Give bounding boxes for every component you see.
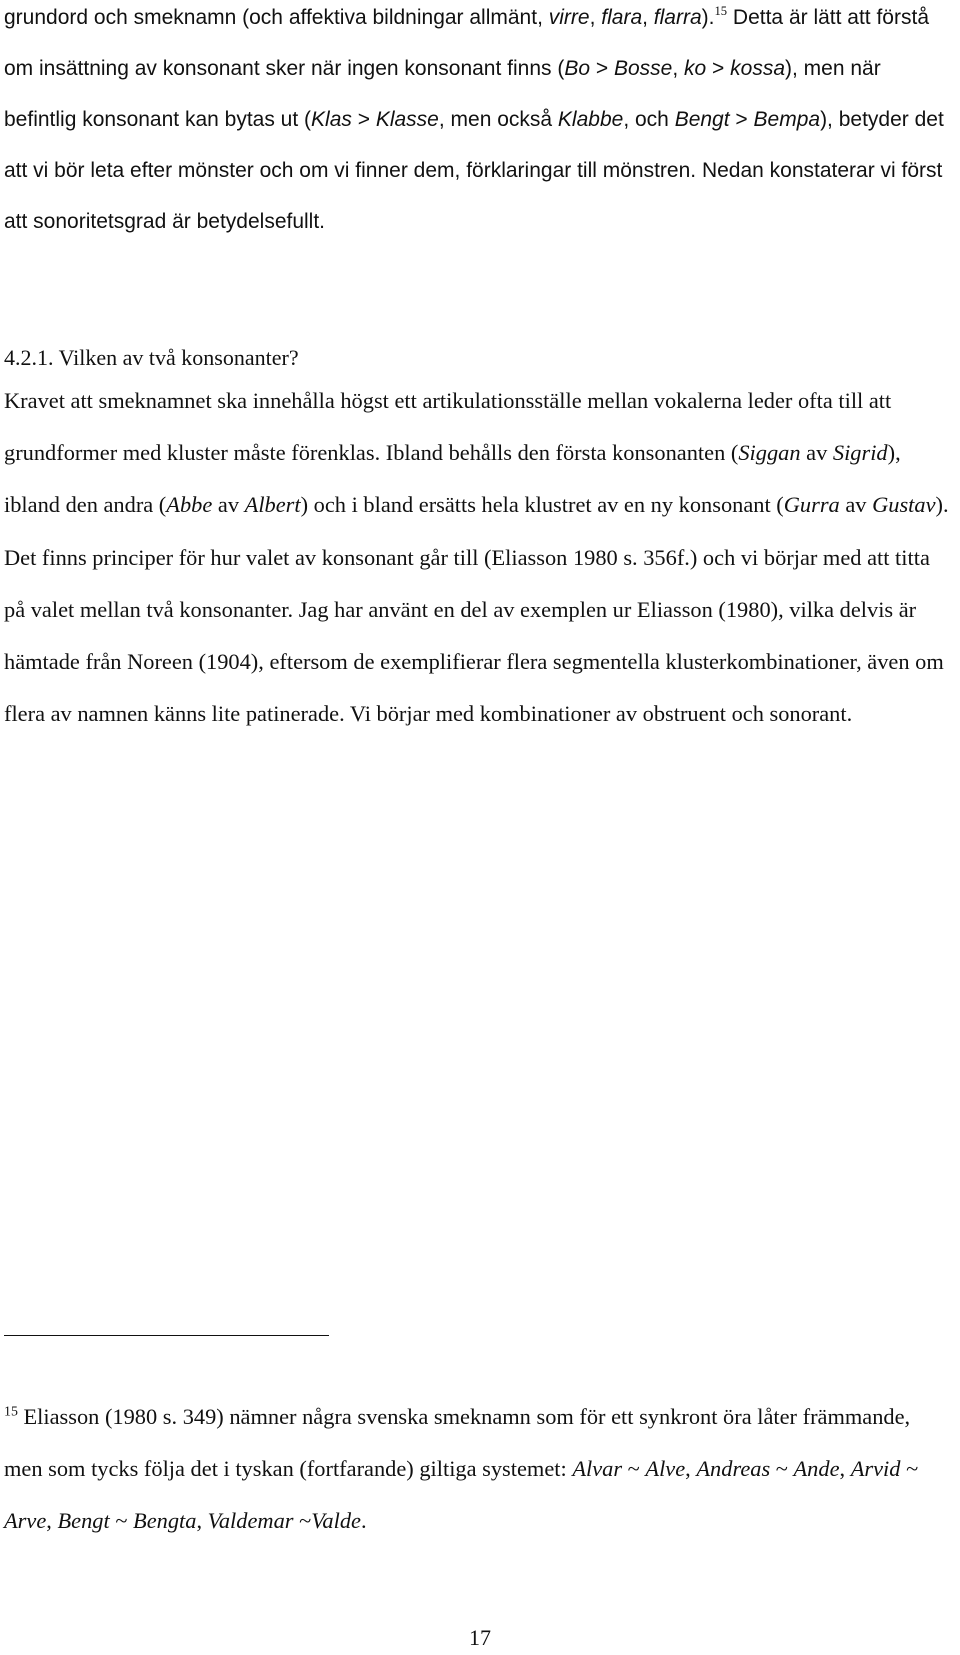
example-word: Klasse xyxy=(375,108,439,131)
example-word: Bempa xyxy=(753,108,821,131)
text: ) och i bland ersätts hela klustret av en ny konsonant ( xyxy=(300,492,784,518)
example-word: flara xyxy=(601,6,643,29)
text: > xyxy=(729,108,754,131)
text: ~ xyxy=(622,1456,646,1481)
text: , xyxy=(642,6,654,29)
footnote-reference: 15 xyxy=(714,4,728,19)
example-word: Bo xyxy=(564,57,591,80)
example-word: Bengta xyxy=(133,1508,197,1533)
text: ), betyder det att vi bör leta efter mönster och om vi finner dem, förklaringar till mönstren. Nedan konstaterar vi först att sonoritetsgrad är betydelsefullt. xyxy=(4,108,944,233)
text: , xyxy=(672,57,685,80)
example-word: Bosse xyxy=(613,57,673,80)
example-word: Arve xyxy=(4,1508,47,1533)
text: Detta är lätt att förstå om insättning av konsonant sker när ingen konsonant finns ( xyxy=(4,6,929,80)
text: av xyxy=(839,492,873,518)
example-word: virre xyxy=(548,6,590,29)
footnote-separator xyxy=(4,1335,329,1336)
example-word: Andreas xyxy=(696,1456,771,1481)
page-number: 17 xyxy=(469,1625,491,1650)
example-word: Klabbe xyxy=(557,108,624,131)
text: ), men när befintlig konsonant kan bytas ut ( xyxy=(4,57,881,131)
example-word: Siggan xyxy=(738,440,801,466)
example-word: Alve xyxy=(645,1456,686,1481)
example-word: Alvar xyxy=(572,1456,623,1481)
example-word: flarra xyxy=(653,6,702,29)
text: . xyxy=(360,1508,367,1533)
text: , xyxy=(839,1456,851,1481)
footnote-marker: 15 xyxy=(4,1404,18,1420)
example-word: Ande xyxy=(793,1456,840,1481)
example-word: Albert xyxy=(244,492,301,518)
text: , men också xyxy=(438,108,558,131)
text: , och xyxy=(623,108,675,131)
text: , xyxy=(196,1508,208,1533)
example-word: Valdemar xyxy=(207,1508,294,1533)
text: Kravet att smeknamnet ska innehålla högst ett artikulationsställe mellan vokalerna leder ofta till att grundformer med kluster måste förenklas. Ibland behålls den första konsonanten ( xyxy=(4,388,892,466)
section-number: 4.2.1. xyxy=(4,345,54,370)
text: ~ xyxy=(900,1456,919,1481)
example-word: Abbe xyxy=(166,492,213,518)
footnote xyxy=(4,1391,954,1547)
paragraph-intro xyxy=(4,0,954,247)
text: av xyxy=(800,440,833,466)
example-word: ko xyxy=(684,57,707,80)
example-word: Sigrid xyxy=(832,440,888,466)
example-word: Gustav xyxy=(872,492,936,518)
text: , xyxy=(46,1508,58,1533)
text: grundord och smeknamn (och affektiva bildningar allmänt, xyxy=(4,6,549,29)
text: > xyxy=(590,57,614,80)
example-word: kossa xyxy=(730,57,785,80)
example-word: Bengt xyxy=(674,108,730,131)
text: ~ xyxy=(293,1508,312,1533)
text: > xyxy=(706,57,731,80)
text: ), ibland den andra ( xyxy=(4,440,901,518)
example-word: Gurra xyxy=(783,492,840,518)
example-word: Bengt xyxy=(57,1508,110,1533)
text: > xyxy=(351,108,376,131)
text: ). xyxy=(701,6,715,29)
text: ~ xyxy=(770,1456,794,1481)
text: ~ xyxy=(109,1508,134,1533)
text: , xyxy=(685,1456,697,1481)
example-word: Arvid xyxy=(850,1456,901,1481)
text: av xyxy=(212,492,245,518)
section-heading xyxy=(4,343,299,373)
paragraph-body xyxy=(4,375,954,740)
example-word: Valde xyxy=(311,1508,361,1533)
example-word: Klas xyxy=(311,108,352,131)
text: Eliasson (1980 s. 349) nämner några svenska smeknamn som för ett synkront öra låter främmande, men som tycks följa det i tyskan (fortfarande) giltiga systemet: xyxy=(4,1404,911,1481)
text: , xyxy=(589,6,602,29)
text: ). Det finns principer för hur valet av konsonant går till (Eliasson 1980 s. 356f.) och vi börjar med att titta på valet mellan två konsonanter. Jag har använt en del av exemplen ur Eliasson (1980), vilka delvis är hämtade från Noreen (1904), eftersom de exemplifierar flera segmentella klusterkombinationer, även om flera av namnen känns lite patinerade. Vi börjar med kombinationer av obstruent och sonorant. xyxy=(4,492,949,727)
section-title: Vilken av två konsonanter? xyxy=(58,345,299,370)
